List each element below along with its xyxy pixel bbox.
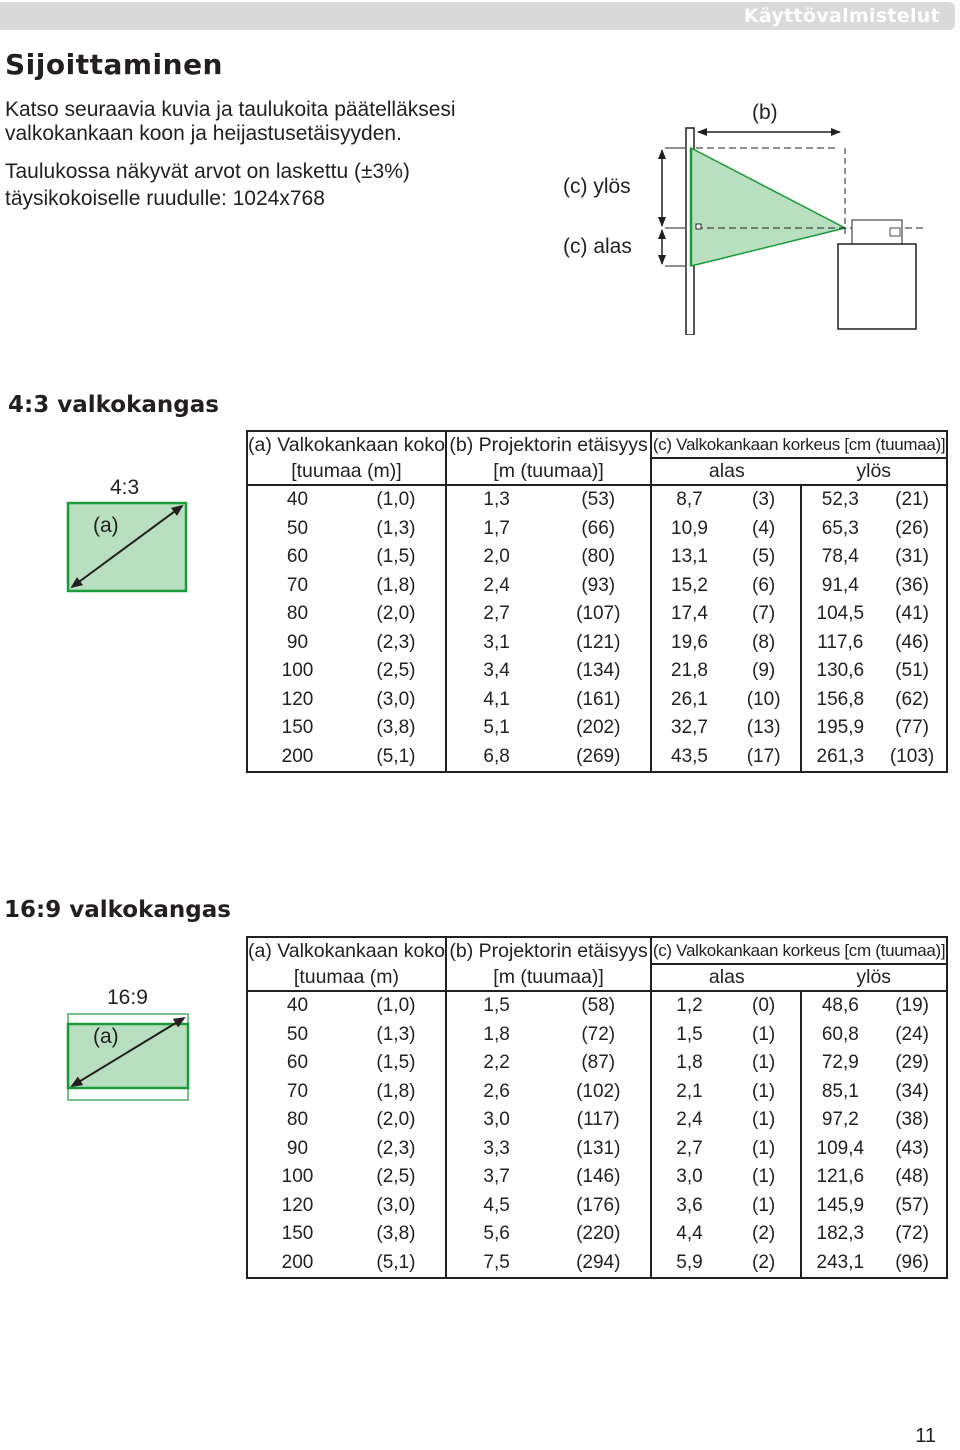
table-cell: (1,0) (376, 489, 416, 511)
table-cell: (36) (895, 574, 929, 596)
table-cell: (13) (746, 717, 781, 739)
table-cell: 3,0 (446, 1106, 546, 1135)
table-cell: (7) (752, 603, 776, 625)
table-cell: 40 (286, 489, 309, 511)
table-cell: 90 (286, 1137, 309, 1159)
table-cell: (2) (752, 1223, 776, 1245)
table-cell: 3,3 (446, 1135, 546, 1164)
table-cell: (2) (752, 1251, 776, 1273)
table-row (247, 1078, 947, 1107)
table-cell: (0) (752, 995, 776, 1017)
icon-label-169: (a) (93, 1025, 119, 1048)
table-cell: (4) (752, 517, 776, 539)
table-cell: (2,0) (376, 603, 416, 625)
header-c-down: alas (651, 964, 801, 991)
table-cell: (161) (576, 688, 621, 710)
table-cell: (121) (576, 631, 621, 653)
section-title-169: 16:9 valkokangas (4, 897, 231, 923)
table-43 (246, 430, 948, 773)
table-cell: (2,5) (376, 1166, 416, 1188)
table-cell: 85,1 (801, 1078, 878, 1107)
table-cell: 100 (281, 660, 314, 682)
table-cell: (1) (752, 1052, 776, 1074)
table-cell: (77) (895, 717, 929, 739)
table-cell: (294) (576, 1251, 621, 1273)
header-b-2: [m (tuumaa)] (446, 964, 651, 991)
table-cell: (1) (752, 1194, 776, 1216)
table-cell: (2,5) (376, 660, 416, 682)
table-cell: 4,1 (446, 686, 546, 715)
table-cell: (176) (576, 1194, 621, 1216)
table-cell: (5,1) (376, 1251, 416, 1273)
icon-label-43: (a) (93, 514, 119, 537)
table-cell: 117,6 (801, 629, 878, 658)
table-cell: 19,6 (651, 629, 727, 658)
table-cell: 15,2 (651, 572, 727, 601)
table-row (247, 1106, 947, 1135)
table-cell: (220) (576, 1223, 621, 1245)
table-cell: (72) (895, 1223, 929, 1245)
table-cell: 2,0 (446, 543, 546, 572)
table-cell: (29) (895, 1052, 929, 1074)
table-cell: (51) (895, 660, 929, 682)
table-cell: (202) (576, 717, 621, 739)
table-cell: 2,7 (446, 600, 546, 629)
table-cell: 6,8 (446, 743, 546, 773)
table-cell: 4,5 (446, 1192, 546, 1221)
table-cell: 243,1 (801, 1249, 878, 1279)
diagram-label-c-up: (c) ylös (563, 175, 631, 198)
table-row (247, 1049, 947, 1078)
table-cell: (48) (895, 1166, 929, 1188)
table-cell: 43,5 (651, 743, 727, 773)
table-cell: 2,1 (651, 1078, 727, 1107)
page-title: Sijoittaminen (5, 48, 223, 81)
table-cell: (3) (752, 489, 776, 511)
header-a-1: (a) Valkokankaan koko (248, 433, 445, 456)
table-cell: (107) (576, 603, 621, 625)
table-cell: (2,3) (376, 1137, 416, 1159)
table-cell: (3,8) (376, 717, 416, 739)
table-cell: 5,9 (651, 1249, 727, 1279)
icon-ratio-169: 16:9 (107, 986, 148, 1009)
table-cell: 109,4 (801, 1135, 878, 1164)
icon-ratio-43: 4:3 (110, 476, 140, 499)
table-cell: (2,0) (376, 1109, 416, 1131)
table-cell: (57) (895, 1194, 929, 1216)
table-cell: (1,3) (376, 517, 416, 539)
table-cell: 2,6 (446, 1078, 546, 1107)
table-cell: (3,8) (376, 1223, 416, 1245)
header-a-2: [tuumaa (m) (247, 964, 446, 991)
table-row (247, 572, 947, 601)
table-cell: (3,0) (376, 688, 416, 710)
table-cell: (103) (889, 745, 935, 767)
table-cell: (53) (581, 489, 616, 511)
table-cell: 17,4 (651, 600, 727, 629)
table-cell: 50 (286, 517, 309, 539)
table-cell: 1,2 (651, 991, 727, 1021)
table-cell: 65,3 (801, 515, 878, 544)
table-cell: (58) (581, 995, 616, 1017)
table-cell: 200 (281, 1251, 314, 1273)
table-cell: 120 (281, 1194, 314, 1216)
table-cell: 32,7 (651, 714, 727, 743)
header-a-1: (a) Valkokankaan koko (248, 939, 445, 962)
table-cell: (146) (576, 1166, 621, 1188)
table-cell: 80 (286, 603, 309, 625)
table-cell: 7,5 (446, 1249, 546, 1279)
table-cell: 3,7 (446, 1163, 546, 1192)
table-169 (246, 936, 948, 1279)
table-cell: (8) (752, 631, 776, 653)
table-cell: 120 (281, 688, 314, 710)
header-a-2: [tuumaa (m)] (247, 458, 446, 485)
table-cell: 261,3 (801, 743, 878, 773)
table-cell: (66) (581, 517, 616, 539)
table-row (247, 743, 947, 773)
table-cell: (269) (576, 745, 621, 767)
table-cell: 2,4 (446, 572, 546, 601)
table-cell: 70 (286, 574, 309, 596)
table-cell: (1,5) (376, 1052, 416, 1074)
intro-line-3: Taulukossa näkyvät arvot on laskettu (±3%) (5, 160, 410, 183)
table-cell: (1) (752, 1137, 776, 1159)
projection-beam (691, 148, 845, 266)
table-cell: 1,8 (446, 1021, 546, 1050)
table-cell: (1) (752, 1023, 776, 1045)
table-cell: (5,1) (376, 745, 416, 767)
table-cell: 5,6 (446, 1220, 546, 1249)
table-cell: (1) (752, 1166, 776, 1188)
table-cell: (26) (895, 517, 929, 539)
table-row (247, 1021, 947, 1050)
table-cell: 97,2 (801, 1106, 878, 1135)
table-cell: 121,6 (801, 1163, 878, 1192)
table-row (247, 485, 947, 515)
table-row (247, 657, 947, 686)
intro-line-2: valkokankaan koon ja heijastusetäisyyden. (5, 122, 402, 145)
table-row (247, 1220, 947, 1249)
table-cell: (93) (581, 574, 616, 596)
table-cell: (5) (752, 546, 776, 568)
diagram-label-b: (b) (752, 101, 778, 124)
header-c-up: ylös (801, 964, 947, 991)
table-row (247, 1135, 947, 1164)
table-cell: 60 (286, 1052, 309, 1074)
table-cell: 5,1 (446, 714, 546, 743)
projector-icon (852, 220, 902, 244)
header-b-2: [m (tuumaa)] (446, 458, 651, 485)
table-cell: 21,8 (651, 657, 727, 686)
table-cell: (1,0) (376, 995, 416, 1017)
table-cell: (34) (895, 1080, 929, 1102)
header-b-1: (b) Projektorin etäisyys (446, 431, 651, 458)
header-c-down: alas (651, 458, 801, 485)
table-cell: 60,8 (801, 1021, 878, 1050)
table-cell: 150 (281, 1223, 314, 1245)
table-cell: 60 (286, 546, 309, 568)
table-cell: 80 (286, 1109, 309, 1131)
table-cell: (1,8) (376, 574, 416, 596)
header-b-1: (b) Projektorin etäisyys (446, 937, 651, 964)
table-cell: 78,4 (801, 543, 878, 572)
header-c-1: (c) Valkokankaan korkeus [cm (tuumaa)] (651, 431, 947, 458)
table-cell: 2,4 (651, 1106, 727, 1135)
table-cell: 91,4 (801, 572, 878, 601)
table-cell: (6) (752, 574, 776, 596)
table-row (247, 1192, 947, 1221)
table-row (247, 1163, 947, 1192)
table-cell: (1) (752, 1080, 776, 1102)
table-cell: 48,6 (801, 991, 878, 1021)
table-cell: (117) (576, 1109, 620, 1131)
table-cell: (2,3) (376, 631, 416, 653)
intro-line-4: täysikokoiselle ruudulle: 1024x768 (5, 187, 325, 210)
table-cell: 3,0 (651, 1163, 727, 1192)
header-c-1: (c) Valkokankaan korkeus [cm (tuumaa)] (651, 937, 947, 964)
table-row (247, 686, 947, 715)
table-icon (838, 244, 916, 329)
table-row (247, 1249, 947, 1279)
table-cell: (134) (576, 660, 621, 682)
table-cell: (1,5) (376, 546, 416, 568)
table-cell: 13,1 (651, 543, 727, 572)
table-row (247, 600, 947, 629)
diagram-label-c-down: (c) alas (563, 235, 632, 258)
page-number: 11 (915, 1425, 936, 1447)
table-cell: 3,1 (446, 629, 546, 658)
table-row (247, 629, 947, 658)
table-cell: 52,3 (801, 485, 878, 515)
table-cell: 40 (286, 995, 309, 1017)
table-row (247, 714, 947, 743)
table-cell: 3,6 (651, 1192, 727, 1221)
header-c-up: ylös (801, 458, 947, 485)
table-cell: (31) (895, 546, 929, 568)
table-row (247, 543, 947, 572)
table-cell: 130,6 (801, 657, 878, 686)
table-cell: 70 (286, 1080, 309, 1102)
table-cell: (43) (895, 1137, 929, 1159)
table-cell: (96) (895, 1251, 929, 1273)
table-cell: 1,5 (651, 1021, 727, 1050)
table-cell: 104,5 (801, 600, 878, 629)
table-cell: (46) (895, 631, 929, 653)
table-cell: 2,7 (651, 1135, 727, 1164)
table-cell: (102) (576, 1080, 621, 1102)
table-cell: 1,8 (651, 1049, 727, 1078)
table-cell: (1) (752, 1109, 776, 1131)
table-cell: (1,3) (376, 1023, 416, 1045)
section-header-title: Käyttövalmistelut (743, 5, 940, 27)
table-cell: 182,3 (801, 1220, 878, 1249)
table-cell: 72,9 (801, 1049, 878, 1078)
table-cell: (131) (576, 1137, 621, 1159)
table-cell: 195,9 (801, 714, 878, 743)
table-cell: (1,8) (376, 1080, 416, 1102)
table-cell: (87) (581, 1052, 616, 1074)
table-cell: (72) (581, 1023, 616, 1045)
table-cell: 90 (286, 631, 309, 653)
intro-line-1: Katso seuraavia kuvia ja taulukoita päätelläksesi (5, 98, 456, 121)
screen-169-icon (66, 1010, 192, 1102)
table-row (247, 991, 947, 1021)
screen-43-icon (66, 500, 190, 596)
table-cell: 8,7 (651, 485, 727, 515)
table-row (247, 515, 947, 544)
table-cell: 50 (286, 1023, 309, 1045)
table-cell: 1,3 (446, 485, 546, 515)
table-cell: 10,9 (651, 515, 727, 544)
table-cell: (3,0) (376, 1194, 416, 1216)
table-cell: 100 (281, 1166, 314, 1188)
table-cell: 1,5 (446, 991, 546, 1021)
table-cell: 145,9 (801, 1192, 878, 1221)
table-cell: (80) (581, 546, 616, 568)
table-cell: 200 (281, 745, 314, 767)
projection-diagram (640, 120, 930, 335)
table-cell: (9) (752, 660, 776, 682)
table-cell: (41) (895, 603, 929, 625)
table-cell: 26,1 (651, 686, 727, 715)
table-cell: 3,4 (446, 657, 546, 686)
table-cell: (38) (895, 1109, 929, 1131)
table-cell: (62) (895, 688, 929, 710)
table-cell: (19) (895, 995, 929, 1017)
table-cell: 156,8 (801, 686, 878, 715)
table-cell: 2,2 (446, 1049, 546, 1078)
table-cell: (10) (746, 688, 781, 710)
table-cell: (17) (746, 745, 781, 767)
table-cell: 1,7 (446, 515, 546, 544)
table-cell: (24) (895, 1023, 929, 1045)
table-cell: 150 (281, 717, 314, 739)
table-cell: (21) (895, 489, 929, 511)
table-cell: 4,4 (651, 1220, 727, 1249)
section-title-43: 4:3 valkokangas (8, 392, 219, 418)
